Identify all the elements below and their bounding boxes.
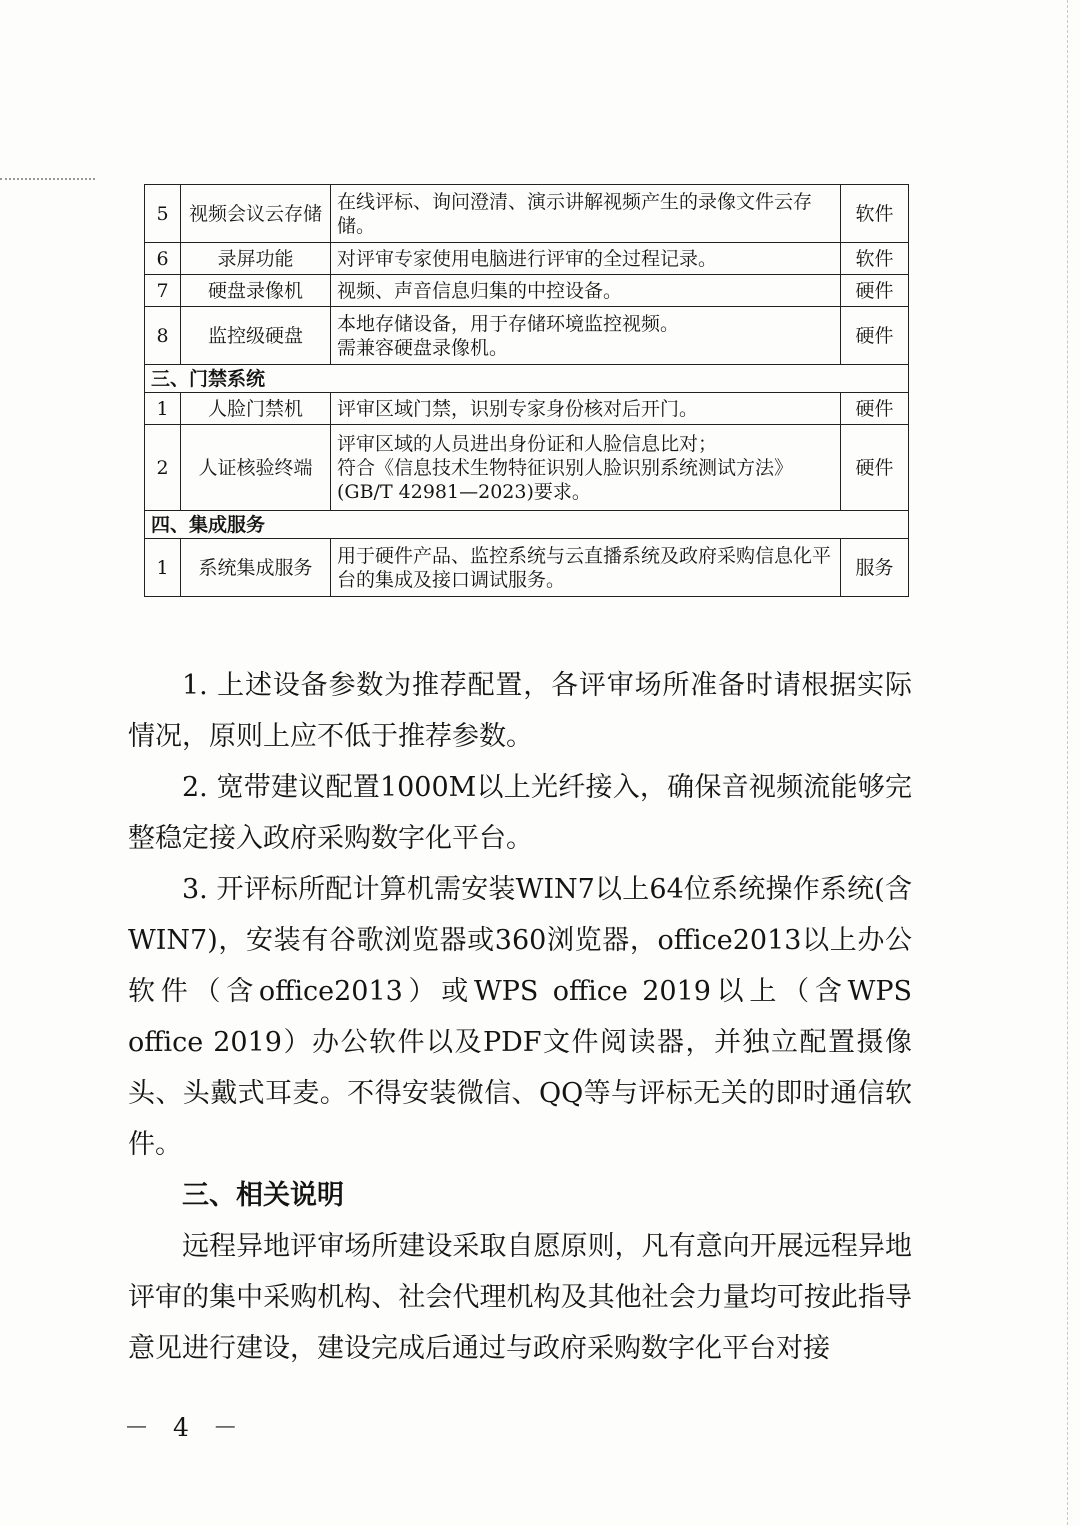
item-description (331, 307, 841, 365)
section-heading: 四、集成服务 (145, 511, 909, 539)
table-row (145, 539, 909, 597)
description-line: 本地存储设备，用于存储环境监控视频。 (337, 312, 680, 335)
section-heading-related: 三、相关说明 (182, 1180, 344, 1211)
row-number: 2 (145, 425, 181, 511)
item-name: 硬盘录像机 (181, 275, 331, 307)
table-row (145, 425, 909, 511)
row-number: 7 (145, 275, 181, 307)
section-heading: 三、门禁系统 (145, 365, 909, 393)
item-description: 视频、声音信息归集的中控设备。 (331, 275, 841, 307)
table-row (145, 307, 909, 365)
table-row (145, 275, 909, 307)
item-description (331, 425, 841, 511)
item-type: 硬件 (841, 275, 909, 307)
row-number: 1 (145, 393, 181, 425)
item-description: 用于硬件产品、监控系统与云直播系统及政府采购信息化平台的集成及接口调试服务。 (331, 539, 841, 597)
row-number: 8 (145, 307, 181, 365)
scan-artifact (0, 178, 95, 180)
note-paragraph-3: 3. 开评标所配计算机需安装WIN7以上64位系统操作系统(含WIN7)，安装有谷歌浏览器或360浏览器，office2013以上办公软件（含office2013）或WPS office 2019以上（含WPS office 2019）办公软件以及PDF文件阅读器，并独立配置摄像头、头戴式耳麦。不得安装微信、QQ等与评标无关的即时通信软件。 (128, 874, 912, 1160)
item-type: 服务 (841, 539, 909, 597)
item-description: 对评审专家使用电脑进行评审的全过程记录。 (331, 243, 841, 275)
item-name: 人证核验终端 (181, 425, 331, 511)
item-description: 评审区域门禁，识别专家身份核对后开门。 (331, 393, 841, 425)
section-row (145, 511, 909, 539)
item-type: 硬件 (841, 425, 909, 511)
item-type: 软件 (841, 185, 909, 243)
item-name: 录屏功能 (181, 243, 331, 275)
description-line: 符合《信息技术生物特征识别人脸识别系统测试方法》(GB/T 42981—2023)要求。 (337, 456, 794, 503)
row-number: 6 (145, 243, 181, 275)
table-row (145, 393, 909, 425)
section-row (145, 365, 909, 393)
item-type: 硬件 (841, 393, 909, 425)
table-row (145, 185, 909, 243)
item-type: 硬件 (841, 307, 909, 365)
scan-edge (1067, 0, 1068, 1525)
page-number: － 4 － (124, 1413, 246, 1442)
row-number: 5 (145, 185, 181, 243)
note-paragraph-2: 2. 宽带建议配置1000M以上光纤接入，确保音视频流能够完整稳定接入政府采购数字化平台。 (128, 772, 912, 854)
item-name: 监控级硬盘 (181, 307, 331, 365)
equipment-table (144, 184, 909, 597)
related-paragraph: 远程异地评审场所建设采取自愿原则，凡有意向开展远程异地评审的集中采购机构、社会代理机构及其他社会力量均可按此指导意见进行建设，建设完成后通过与政府采购数字化平台对接 (128, 1231, 912, 1364)
row-number: 1 (145, 539, 181, 597)
item-name: 视频会议云存储 (181, 185, 331, 243)
item-description: 在线评标、询问澄清、演示讲解视频产生的录像文件云存储。 (331, 185, 841, 243)
description-line: 评审区域的人员进出身份证和人脸信息比对； (337, 432, 718, 455)
description-line: 需兼容硬盘录像机。 (337, 336, 509, 359)
item-type: 软件 (841, 243, 909, 275)
body-text (128, 660, 912, 1374)
item-name: 系统集成服务 (181, 539, 331, 597)
note-paragraph-1: 1. 上述设备参数为推荐配置，各评审场所准备时请根据实际情况，原则上应不低于推荐参数。 (128, 670, 912, 752)
item-name: 人脸门禁机 (181, 393, 331, 425)
table-row (145, 243, 909, 275)
